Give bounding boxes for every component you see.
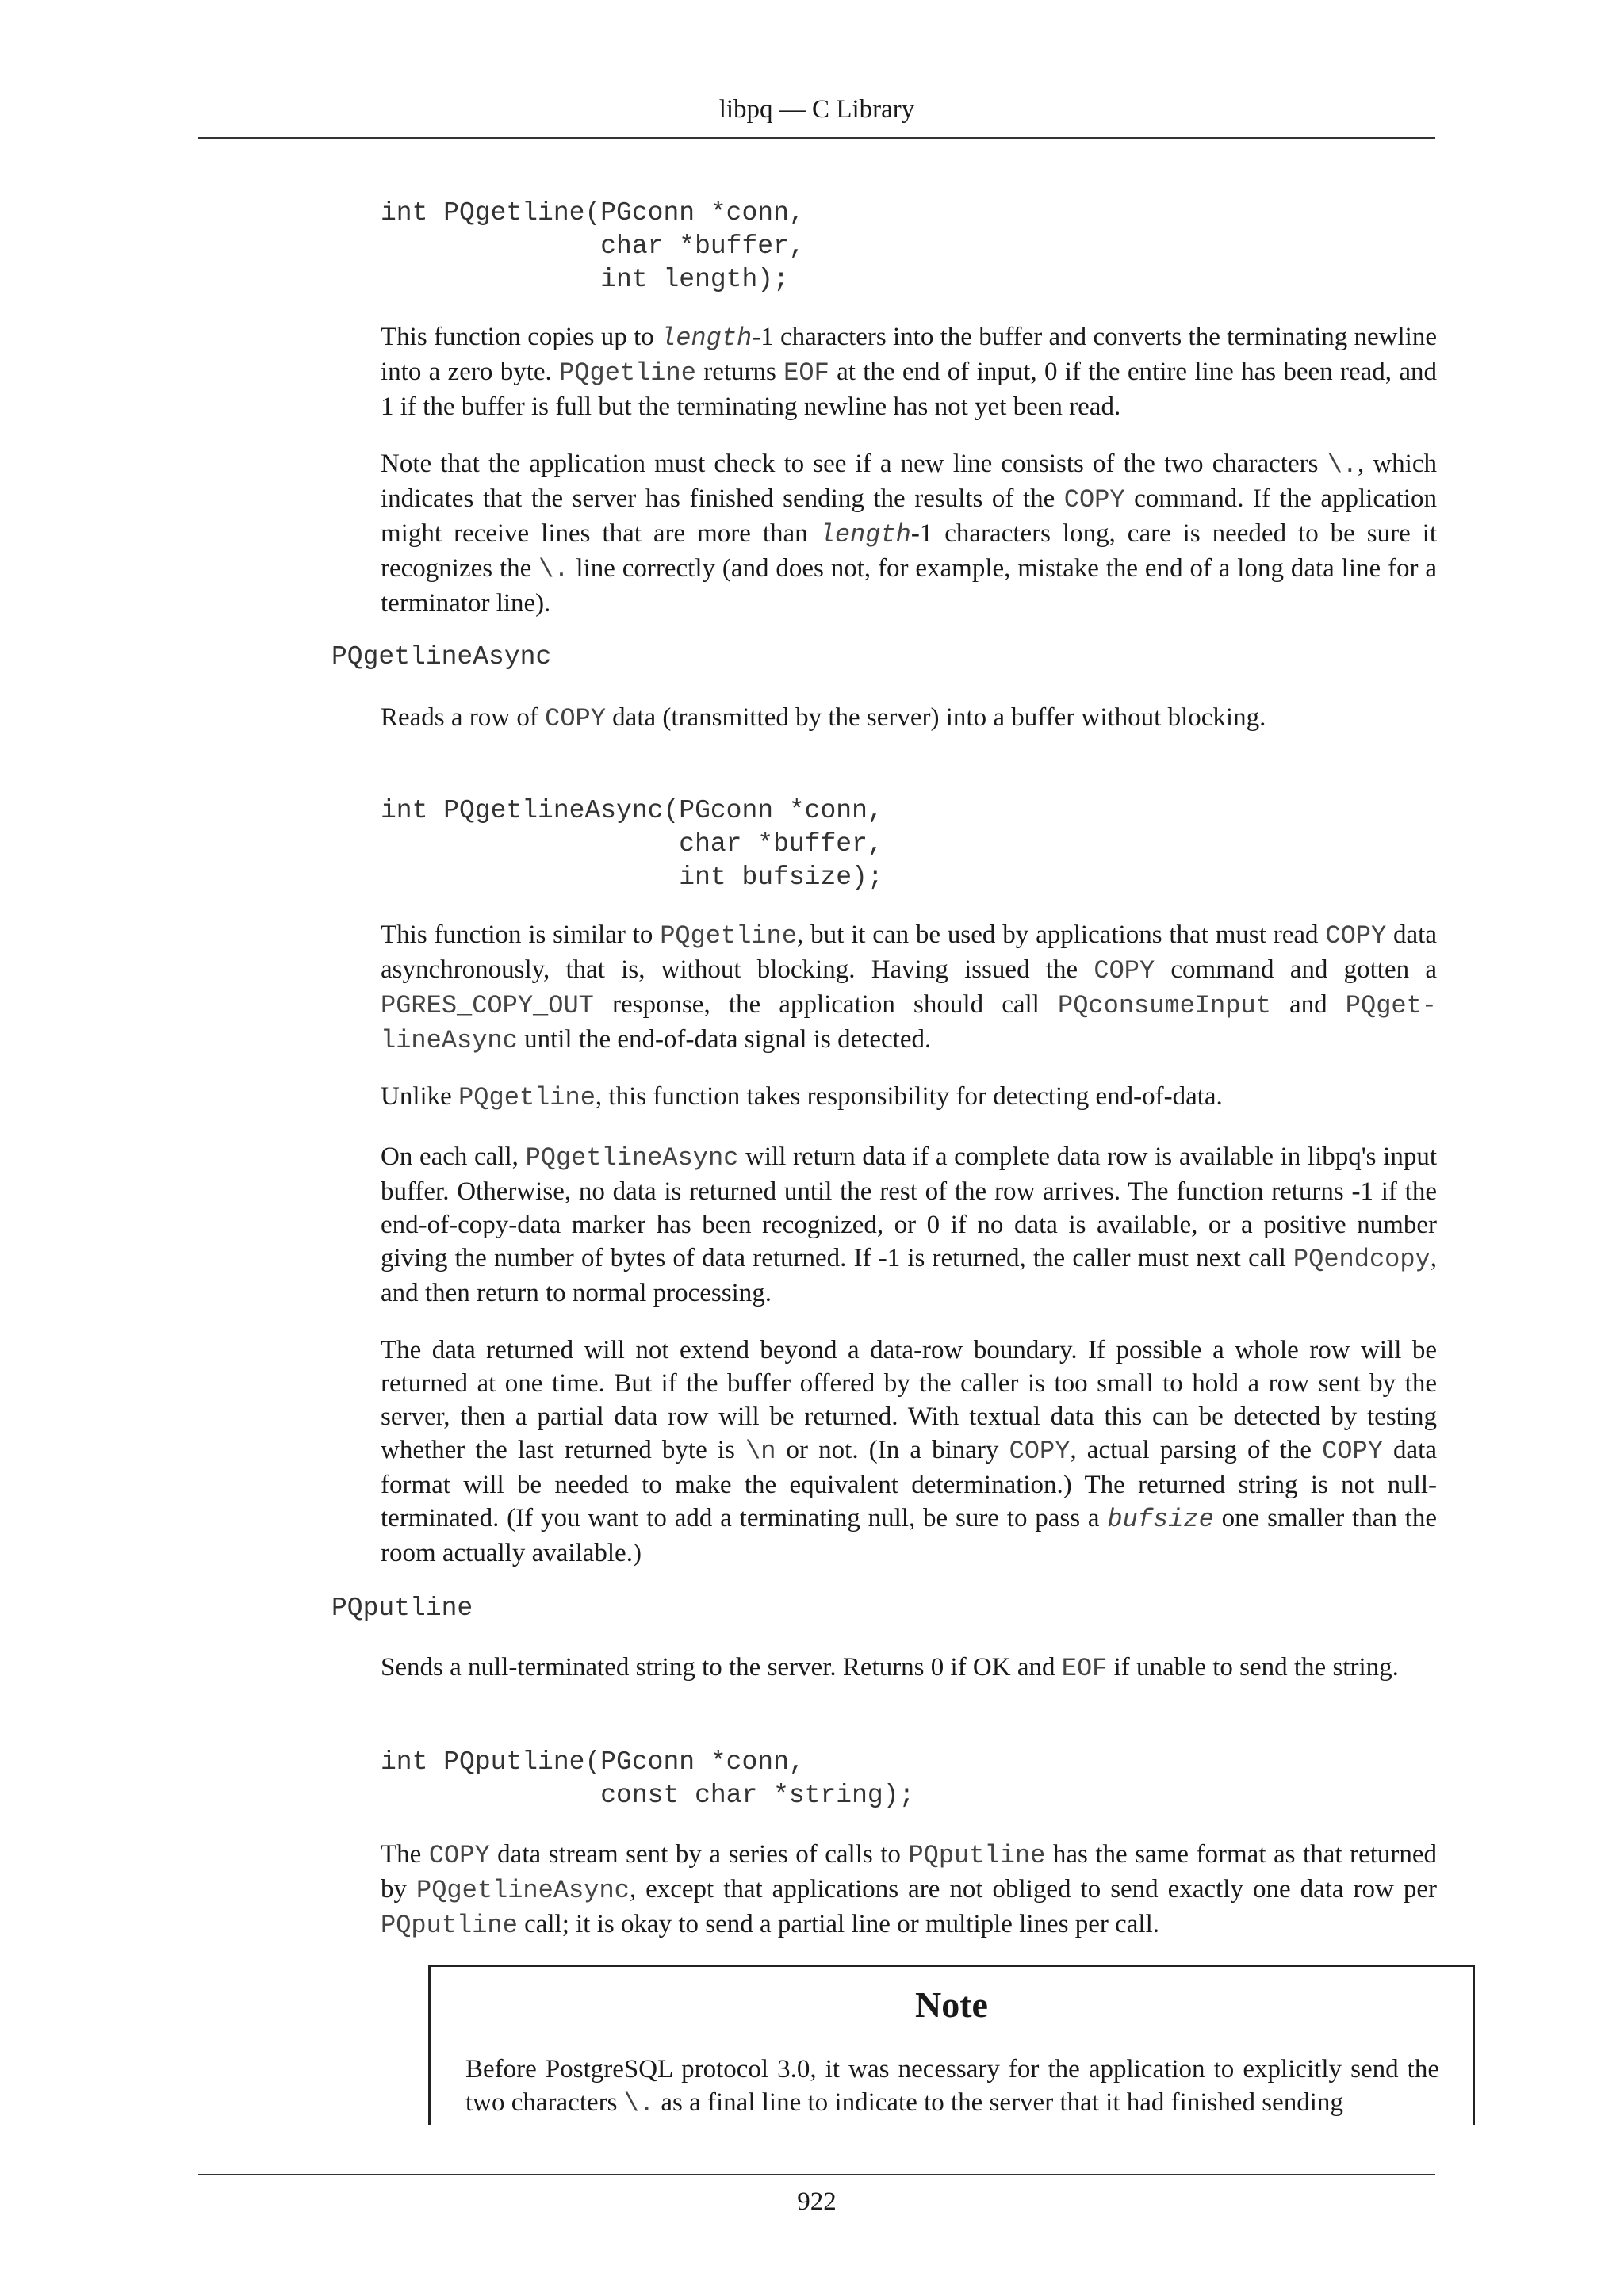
code-line: char *buffer, bbox=[381, 232, 805, 261]
note-text: Before PostgreSQL protocol 3.0, it was necessary for the application to explicitly send the two characters \. as a final line to indicate to the server that it had finished sending bbox=[465, 2055, 1439, 2118]
paragraph-copy-stream: The COPY data stream sent by a series of calls to PQputline has the same format as that returned by PQgetlineAsync, except that applications are not obliged to send exactly one data row per PQputline call; it is okay to send a partial line or multiple lines per call. bbox=[381, 1840, 1437, 1940]
code-line: char *buffer, bbox=[381, 829, 883, 859]
paragraph-getline-description: This function copies up to length-1 characters into the buffer and converts the terminating newline into a zero byte. PQgetline returns EOF at the end of input, 0 if the entire line has been read, and 1 if the buffer is full but the terminating newline has not yet been read. bbox=[381, 323, 1437, 421]
param-length: length bbox=[661, 323, 753, 353]
footer-rule bbox=[198, 2174, 1435, 2175]
page-number: 922 bbox=[797, 2187, 837, 2216]
term-pqputline: PQputline bbox=[331, 1594, 473, 1623]
page-header: libpq — C Library bbox=[718, 95, 915, 124]
note-title: Note bbox=[915, 1984, 988, 2025]
paragraph-unlike-getline: Unlike PQgetline, this function takes responsibility for detecting end-of-data. bbox=[381, 1082, 1223, 1112]
code-block-pqputline bbox=[381, 1746, 914, 1812]
note-box bbox=[428, 1965, 1475, 2125]
paragraph-getlineasync-summary: Reads a row of COPY data (transmitted by the server) into a buffer without blocking. bbox=[381, 703, 1266, 733]
code-line: int PQgetline(PGconn *conn, bbox=[381, 198, 805, 228]
term-pqgetlineasync: PQgetlineAsync bbox=[331, 642, 552, 672]
code-line: int bufsize); bbox=[381, 863, 883, 892]
code-line: int PQgetlineAsync(PGconn *conn, bbox=[381, 796, 883, 825]
function-name: PQgetline bbox=[559, 358, 696, 388]
paragraph-each-call: On each call, PQgetlineAsync will return data if a complete data row is available in libpq's input buffer. Otherwise, no data is returned until the rest of the row arrives. The function returns -1 if the end-of-copy-data marker has been recognized, or 0 if no data is available, or a positive number giving the number of bytes of data returned. If -1 is returned, the caller must next call PQendcopy, and then return to normal processing. bbox=[381, 1142, 1437, 1307]
code-block-pqgetline bbox=[381, 197, 805, 297]
paragraph-data-returned: The data returned will not extend beyond a data-row boundary. If possible a whole row will be returned at one time. But if the buffer offered by the caller is too small to hold a row sent by the server, then a partial data row will be returned. With textual data this can be detected by testing whether the last returned byte is \n or not. (In a binary COPY, actual parsing of the COPY data format will be needed to make the equivalent determination.) The returned string is not null-terminated. (If you want to add a terminating null, be sure to pass a bufsize one smaller than the room actually available.) bbox=[381, 1336, 1437, 1567]
code-line: const char *string); bbox=[381, 1781, 915, 1810]
code-line: int PQputline(PGconn *conn, bbox=[381, 1747, 805, 1777]
code-line: int length); bbox=[381, 265, 789, 294]
paragraph-getlineasync-description: This function is similar to PQgetline, but it can be used by applications that must read COPY data asynchronously, that is, without blocking. Having issued the COPY command and gotten a PGRES_COPY_OUT response, the application should call PQconsumeInput and PQget-lineAsync until the end-of-data signal is detected. bbox=[381, 920, 1437, 1055]
paragraph-putline-summary: Sends a null-terminated string to the server. Returns 0 if OK and EOF if unable to send the string. bbox=[381, 1653, 1399, 1683]
paragraph-getline-note: Note that the application must check to see if a new line consists of the two characters \., which indicates that the server has finished sending the results of the COPY command. If the application might receive lines that are more than length-1 characters long, care is needed to be sure it recognizes the \. line correctly (and does not, for example, mistake the end of a long data line for a terminator line). bbox=[381, 450, 1437, 618]
code-block-pqgetlineasync bbox=[381, 794, 883, 894]
constant-eof: EOF bbox=[783, 358, 829, 388]
